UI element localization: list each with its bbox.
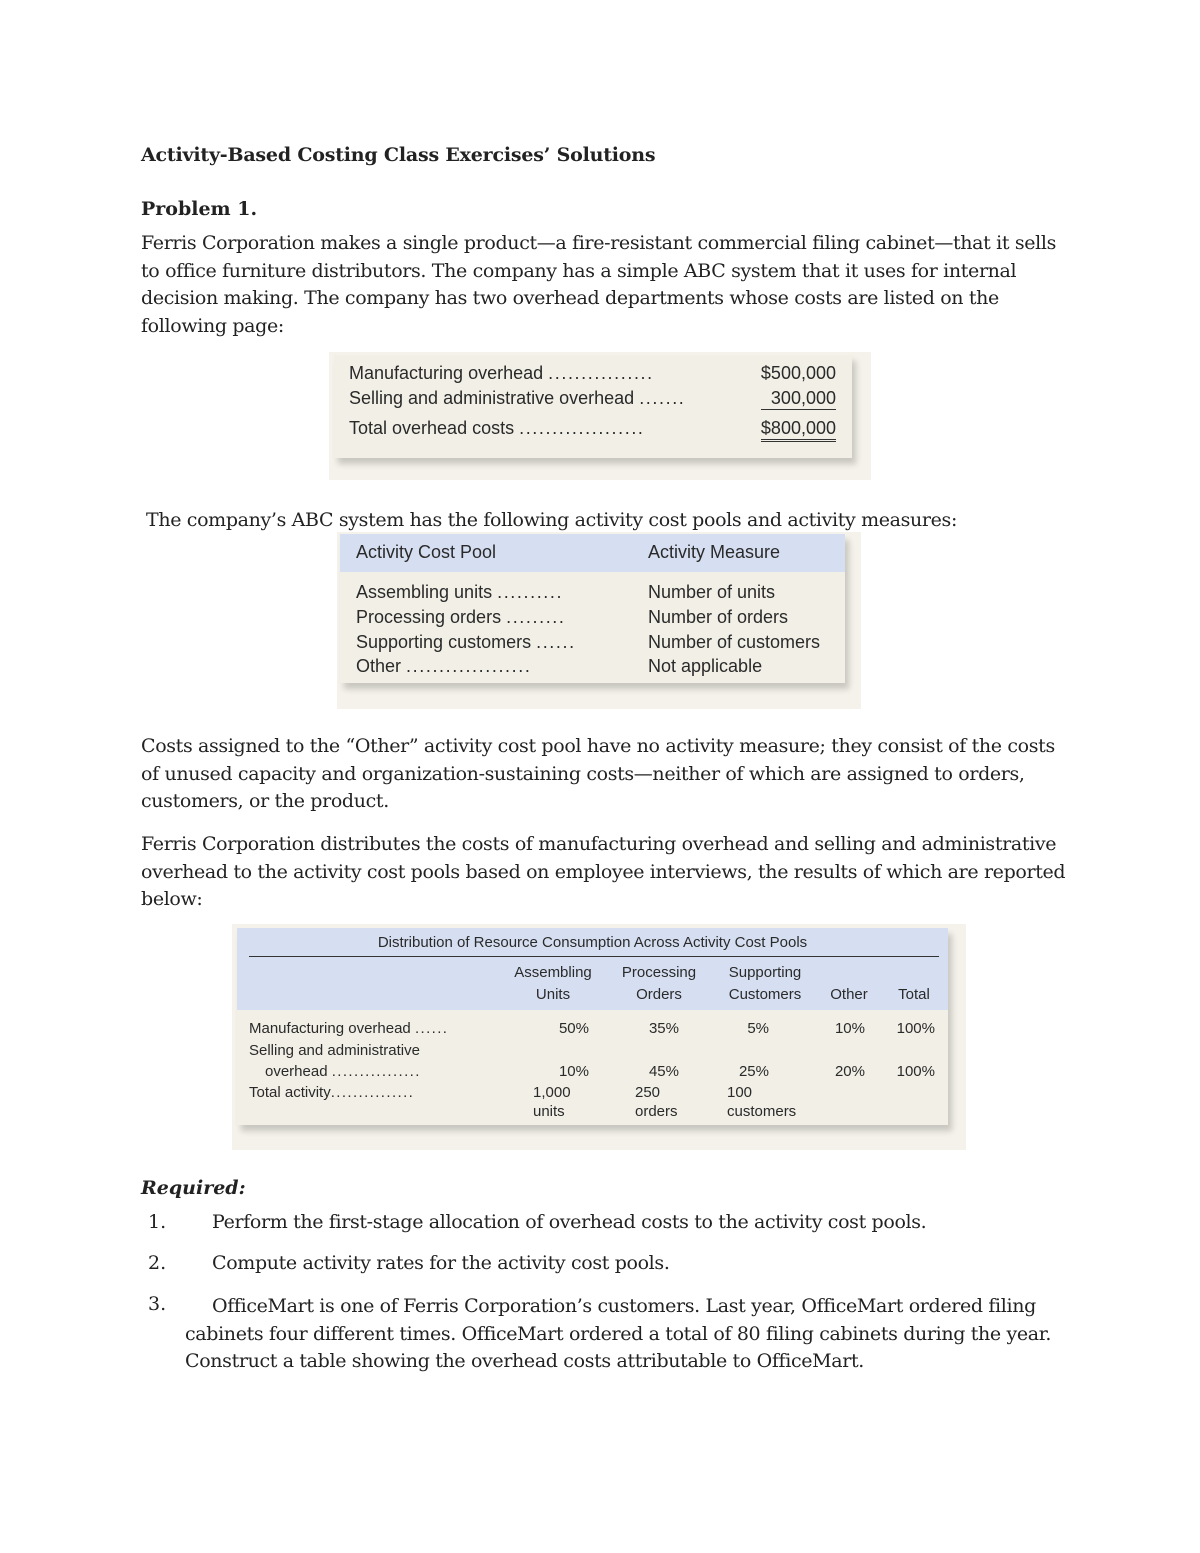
column-header: Customers bbox=[728, 986, 802, 1003]
activity-measure: Number of customers bbox=[648, 632, 821, 652]
percentage-cell: 5% bbox=[747, 1020, 769, 1037]
other-pool-paragraph: Costs assigned to the “Other” activity cost pool have no activity measure; they consist of the costs of unused capacity and organization-sustaining costs—neither of which are assigned to orders, customers, or the product. bbox=[141, 735, 1055, 812]
required-item-number: 3. bbox=[148, 1293, 167, 1315]
overhead-costs-table bbox=[334, 355, 852, 458]
row-label: overhead ................ bbox=[265, 1063, 421, 1080]
column-header: Units bbox=[535, 986, 571, 1003]
cost-pools-table bbox=[340, 534, 845, 683]
overhead-row-label: Manufacturing overhead ................ bbox=[349, 363, 654, 383]
row-label: Total activity............... bbox=[249, 1084, 415, 1101]
document-title: Activity-Based Costing Class Exercises’ Solutions bbox=[141, 144, 656, 166]
activity-unit: units bbox=[533, 1103, 565, 1120]
activity-quantity: 100 bbox=[727, 1084, 753, 1101]
activity-unit: orders bbox=[635, 1103, 678, 1120]
cost-pool-name: Other ................... bbox=[356, 656, 532, 676]
overhead-row-amount: $500,000 bbox=[760, 363, 836, 383]
intro-paragraph: Ferris Corporation makes a single product—a fire-resistant commercial filing cabinet—that it sells to office furniture distributors. The company has a simple ABC system that it uses for internal decision making. The company has two overhead departments whose costs are listed on the following page: bbox=[141, 232, 1056, 337]
required-item-number: 1. bbox=[148, 1211, 167, 1233]
percentage-cell: 50% bbox=[558, 1020, 589, 1037]
problem-heading: Problem 1. bbox=[141, 198, 258, 220]
column-header: Activity Cost Pool bbox=[356, 542, 497, 562]
column-header: Total bbox=[898, 986, 930, 1003]
activity-measure: Number of units bbox=[648, 582, 776, 602]
cost-pool-name: Assembling units .......... bbox=[356, 582, 564, 602]
percentage-cell: 20% bbox=[834, 1063, 865, 1080]
percentage-cell: 35% bbox=[648, 1020, 679, 1037]
column-header: Assembling bbox=[514, 964, 592, 981]
activity-unit: customers bbox=[727, 1103, 797, 1120]
percentage-cell: 100% bbox=[896, 1020, 935, 1037]
required-item-text: Perform the first-stage allocation of overhead costs to the activity cost pools. bbox=[212, 1211, 927, 1233]
activity-measure: Number of orders bbox=[648, 607, 789, 627]
header-rule bbox=[249, 956, 939, 957]
percentage-cell: 10% bbox=[558, 1063, 589, 1080]
column-header: Processing bbox=[621, 964, 697, 981]
column-header: Other bbox=[830, 986, 868, 1003]
overhead-row-amount: $800,000 bbox=[761, 418, 836, 442]
overhead-row-label: Selling and administrative overhead ....... bbox=[349, 388, 686, 408]
percentage-cell: 10% bbox=[834, 1020, 865, 1037]
activity-quantity: 1,000 bbox=[533, 1084, 571, 1101]
abc-system-paragraph: The company’s ABC system has the following activity cost pools and activity measures: bbox=[146, 509, 958, 531]
percentage-cell: 45% bbox=[648, 1063, 679, 1080]
distribution-table bbox=[237, 928, 948, 1125]
percentage-cell: 25% bbox=[738, 1063, 769, 1080]
percentage-cell: 100% bbox=[896, 1063, 935, 1080]
required-heading: Required: bbox=[141, 1177, 246, 1199]
column-header: Supporting bbox=[728, 964, 802, 981]
required-item-text: OfficeMart is one of Ferris Corporation’s customers. Last year, OfficeMart ordered filing cabinets four different times. OfficeMart ordered a total of 80 filing cabinets during the year. Construct a table showing the overhead costs attributable to OfficeMart. bbox=[185, 1295, 1052, 1372]
column-header: Activity Measure bbox=[648, 542, 781, 562]
distribution-paragraph: Ferris Corporation distributes the costs of manufacturing overhead and selling and administrative overhead to the activity cost pools based on employee interviews, the results of which are reported below: bbox=[141, 833, 1066, 910]
required-item-number: 2. bbox=[148, 1252, 167, 1274]
row-label: Selling and administrative bbox=[249, 1042, 420, 1059]
overhead-row-amount: 300,000 bbox=[761, 388, 836, 410]
activity-measure: Not applicable bbox=[648, 656, 763, 676]
distribution-title: Distribution of Resource Consumption Across Activity Cost Pools bbox=[377, 934, 808, 951]
activity-quantity: 250 bbox=[635, 1084, 661, 1101]
cost-pool-name: Supporting customers ...... bbox=[356, 632, 576, 652]
row-label: Manufacturing overhead ...... bbox=[249, 1020, 449, 1037]
column-header: Orders bbox=[636, 986, 682, 1003]
overhead-row-label: Total overhead costs ................... bbox=[349, 418, 645, 438]
required-item-text: Compute activity rates for the activity cost pools. bbox=[212, 1252, 670, 1274]
cost-pool-name: Processing orders ......... bbox=[356, 607, 566, 627]
